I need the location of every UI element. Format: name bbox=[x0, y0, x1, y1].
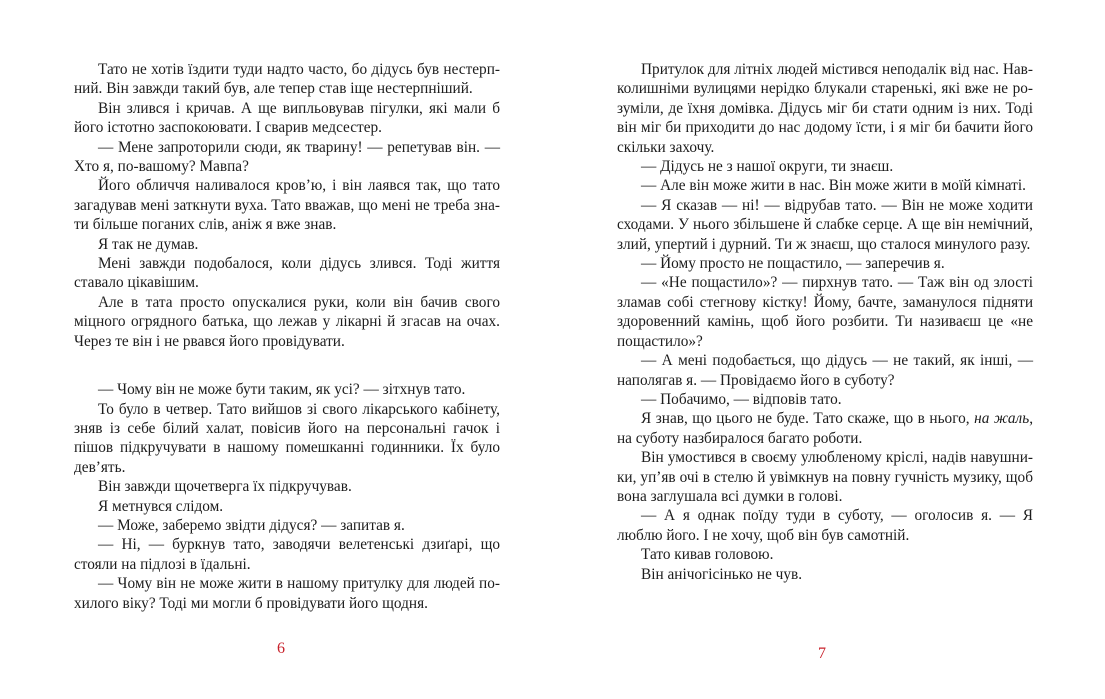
paragraph-with-emphasis bbox=[617, 409, 1033, 448]
paragraph: — Мене запроторили сюди, як тварину! — репетував він. — Хто я, по-вашому? Мавпа? bbox=[74, 138, 500, 176]
right-page bbox=[617, 60, 1033, 680]
paragraph: Я метнувся слідом. bbox=[98, 497, 224, 515]
paragraph: — «Не пощастило»? — пирхнув тато. — Таж він од злості зламав собі стегнову кістку! Йому, бачте, заманулося підняти здоровенний камінь, щоб його розбити. Ти називаєш це «не пощастило»? bbox=[617, 274, 1033, 350]
left-page bbox=[74, 60, 500, 680]
paragraph: Він анічогісінько не чув. bbox=[641, 565, 803, 583]
section-break bbox=[74, 351, 500, 380]
paragraph: — Чому він не може жити в нашому притулку для людей похилого віку? Тоді ми могли б провідувати його щодня. bbox=[74, 575, 500, 612]
paragraph: — Чому він не може бути таким, як усі? — зітхнув тато. bbox=[98, 381, 466, 399]
paragraph: — Ні, — буркнув тато, заводячи велетенські дзиґарі, що стояли на підлозі в їдальні. bbox=[74, 536, 500, 573]
left-text-section-1 bbox=[74, 60, 500, 351]
right-text bbox=[617, 60, 1033, 584]
paragraph: — А мені подобається, що дідусь — не такий, як інші, — наполягав я. — Провідаємо його в суботу? bbox=[617, 352, 1033, 389]
paragraph: Тато не хотів їздити туди надто часто, бо дідусь був нестерпний. Він завжди такий був, але тепер став іще нестерпніший. bbox=[74, 61, 500, 98]
paragraph: — Йому просто не пощастило, — заперечив я. bbox=[641, 255, 945, 273]
left-text-section-2 bbox=[74, 380, 500, 613]
paragraph: — Я сказав — ні! — відрубав тато. — Він не може ходити сходами. У нього збільшене й слабке серце. А ще він немічний, злий, упертий і дурний. Ти ж знаєш, що сталося минулого разу. bbox=[617, 196, 1033, 253]
paragraph: — Побачимо, — відповів тато. bbox=[641, 390, 842, 408]
paragraph: Він умостився в своєму улюбленому кріслі, надів навушники, уп’яв очі в стелю й увімкнув на повну гучність музику, щоб вона заглушала всі думки в голові. bbox=[617, 449, 1033, 505]
paragraph: — А я однак поїду туди в суботу, — оголосив я. — Я люблю його. І не хочу, щоб він був самотній. bbox=[617, 507, 1033, 544]
paragraph: — Але він може жити в нас. Він може жити в моїй кімнаті. bbox=[641, 177, 1026, 195]
emphasis-text: на жаль bbox=[974, 410, 1030, 428]
paragraph: Він завжди щочетверга їх підкручував. bbox=[98, 478, 352, 496]
paragraph: Його обличчя наливалося кров’ю, і він лаявся так, що тато загадував мені заткнути вуха. Тато вважав, що мені не треба знати більше поганих слів, аніж я вже знав. bbox=[74, 177, 500, 234]
paragraph: Притулок для літніх людей містився неподалік від нас. Навколишніми вулицями нерідко блукали старенькі, які вже не розуміли, де їхня домівка. Дідусь міг би стати одним із них. Тоді він міг би приходити до нас додому їсти, і я міг би бачити його скільки захочу. bbox=[617, 61, 1033, 156]
paragraph: — Може, заберемо звідти дідуся? — запитав я. bbox=[98, 516, 405, 534]
paragraph: Але в тата просто опускалися руки, коли він бачив свого міцного огрядного батька, що лежав у лікарні й згасав на очах. Через те він і не рвався його провідувати. bbox=[74, 293, 500, 350]
paragraph: Я так не думав. bbox=[98, 235, 199, 253]
paragraph-text: Я знав, що цього не буде. Тато скаже, що в нього, bbox=[641, 410, 975, 428]
page-number-right: 7 bbox=[818, 645, 826, 662]
paragraph: Тато кивав головою. bbox=[641, 546, 774, 564]
paragraph: То було в четвер. Тато вийшов зі свого лікарського кабінету, зняв із себе білий халат, повісив його на персональні гачок і пішов підкручувати в нашому помешканні годинники. Їх було дев’ять. bbox=[74, 400, 500, 476]
paragraph: Він злився і кричав. А ще випльовував пігулки, які мали б його істотно заспокоювати. І сварив медсестер. bbox=[74, 99, 500, 137]
page-number-left: 6 bbox=[277, 640, 285, 657]
paragraph: Мені завжди подобалося, коли дідусь злився. Тоді життя ставало цікавішим. bbox=[74, 255, 500, 292]
paragraph-text: , на суботу назбиралося багато роботи. bbox=[617, 410, 1034, 447]
paragraph: — Дідусь не з нашої округи, ти знаєш. bbox=[641, 158, 894, 176]
